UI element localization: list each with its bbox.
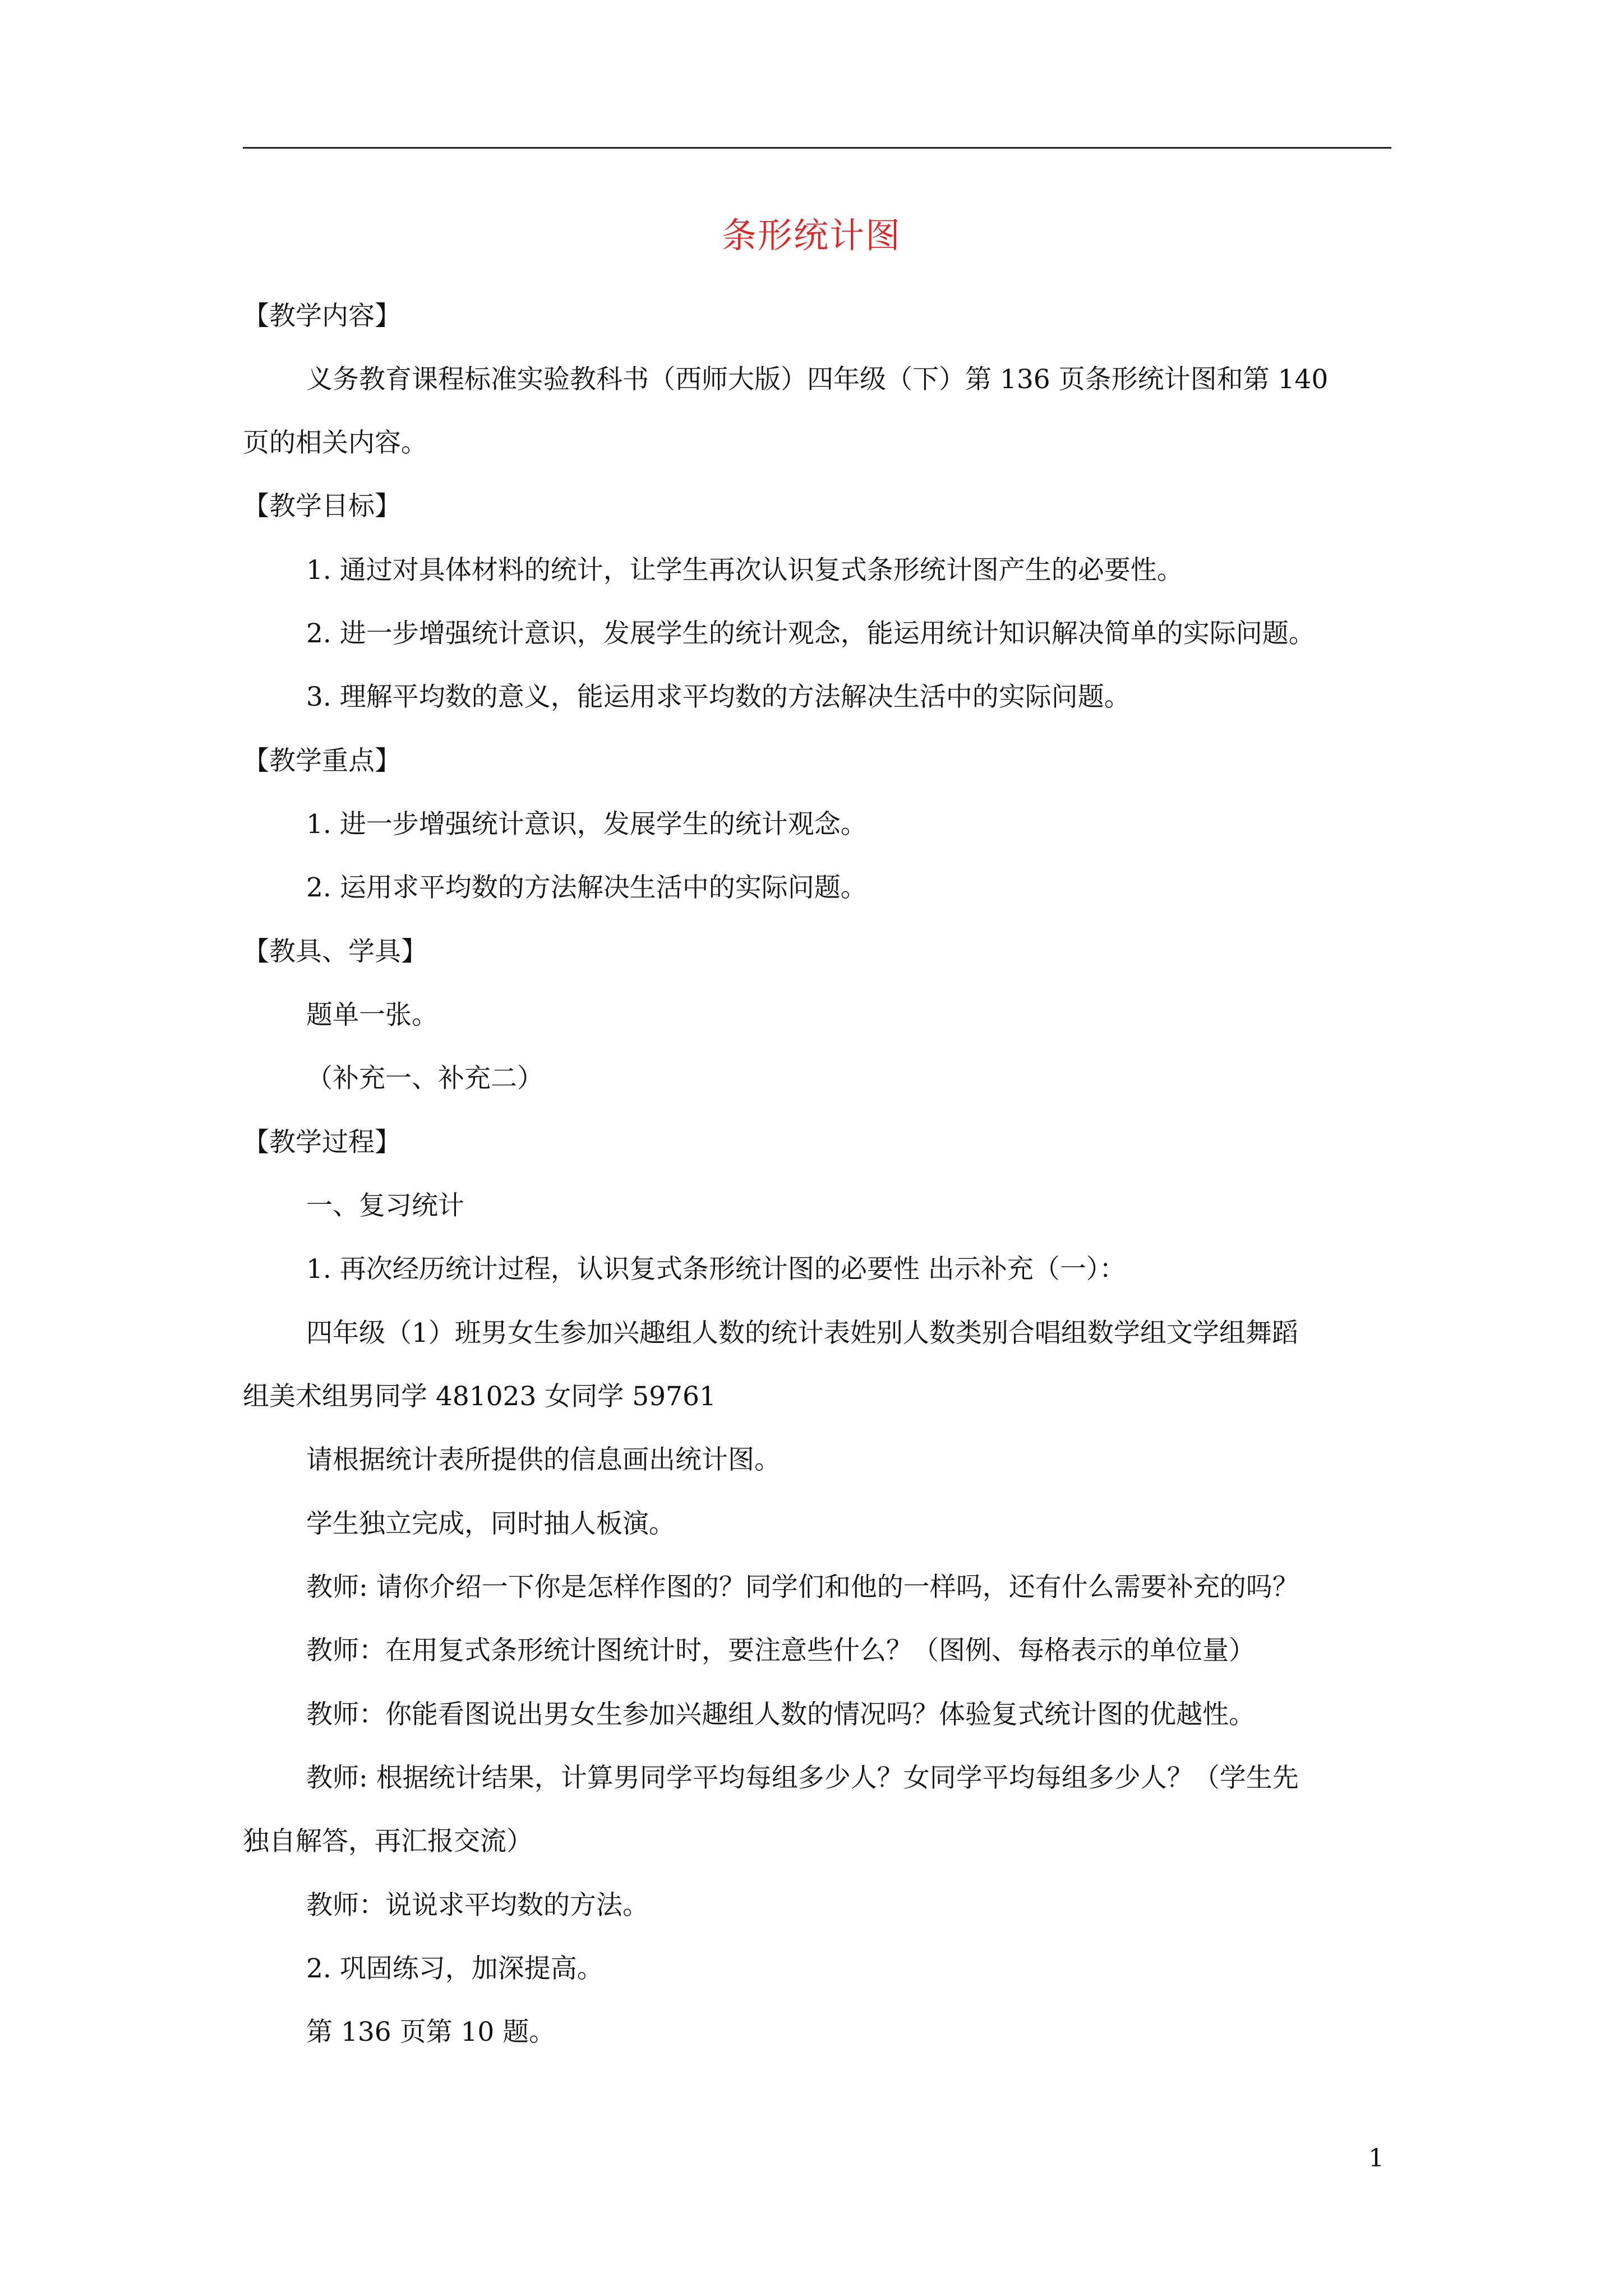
paragraph-line: 义务教育课程标准实验教科书（西师大版）四年级（下）第 136 页条形统计图和第 140	[306, 364, 1329, 395]
process-line: 教师: 请你介绍一下你是怎样作图的？同学们和他的一样吗，还有什么需要补充的吗？	[306, 1572, 1299, 1603]
section-heading-key-points: 【教学重点】	[243, 746, 401, 776]
process-line: 四年级（1）班男女生参加兴趣组人数的统计表姓别人数类别合唱组数学组文学组舞蹈	[306, 1318, 1298, 1349]
tools-line: （补充一、补充二）	[306, 1063, 543, 1094]
section-heading-objectives: 【教学目标】	[243, 491, 401, 522]
section-heading-tools: 【教具、学具】	[243, 936, 427, 967]
process-line: 第 136 页第 10 题。	[306, 2017, 556, 2047]
process-line: 教师：说说求平均数的方法。	[306, 1890, 649, 1921]
objective-item: 3. 理解平均数的意义，能运用求平均数的方法解决生活中的实际问题。	[306, 682, 1131, 712]
process-line: 2. 巩固练习，加深提高。	[306, 1953, 603, 1984]
key-point-item: 1. 进一步增强统计意识，发展学生的统计观念。	[306, 809, 867, 840]
objective-item: 2. 进一步增强统计意识，发展学生的统计观念，能运用统计知识解决简单的实际问题。	[306, 618, 1315, 649]
objective-item: 1. 通过对具体材料的统计，让学生再次认识复式条形统计图产生的必要性。	[306, 555, 1183, 586]
document-title: 条形统计图	[721, 215, 901, 256]
process-line: 教师: 根据统计结果，计算男同学平均每组多少人？女同学平均每组多少人？（学生先	[306, 1763, 1299, 1793]
process-line: 一、复习统计	[306, 1190, 464, 1221]
process-line: 1. 再次经历统计过程，认识复式条形统计图的必要性 出示补充（一）：	[306, 1254, 1126, 1285]
process-line: 教师：在用复式条形统计图统计时，要注意些什么？（图例、每格表示的单位量）	[306, 1635, 1255, 1666]
header-rule	[243, 147, 1391, 149]
section-heading-process: 【教学过程】	[243, 1127, 401, 1158]
key-point-item: 2. 运用求平均数的方法解决生活中的实际问题。	[306, 872, 867, 903]
page-number: 1	[1368, 2144, 1384, 2173]
process-line: 独自解答，再汇报交流）	[243, 1826, 533, 1857]
process-line: 教师：你能看图说出男女生参加兴趣组人数的情况吗？体验复式统计图的优越性。	[306, 1699, 1255, 1730]
tools-line: 题单一张。	[306, 1000, 438, 1030]
section-heading-content: 【教学内容】	[243, 301, 401, 332]
process-line: 请根据统计表所提供的信息画出统计图。	[306, 1444, 781, 1475]
process-line: 学生独立完成，同时抽人板演。	[306, 1508, 675, 1539]
paragraph-line: 页的相关内容。	[243, 427, 427, 458]
process-line: 组美术组男同学 481023 女同学 59761	[243, 1381, 716, 1412]
